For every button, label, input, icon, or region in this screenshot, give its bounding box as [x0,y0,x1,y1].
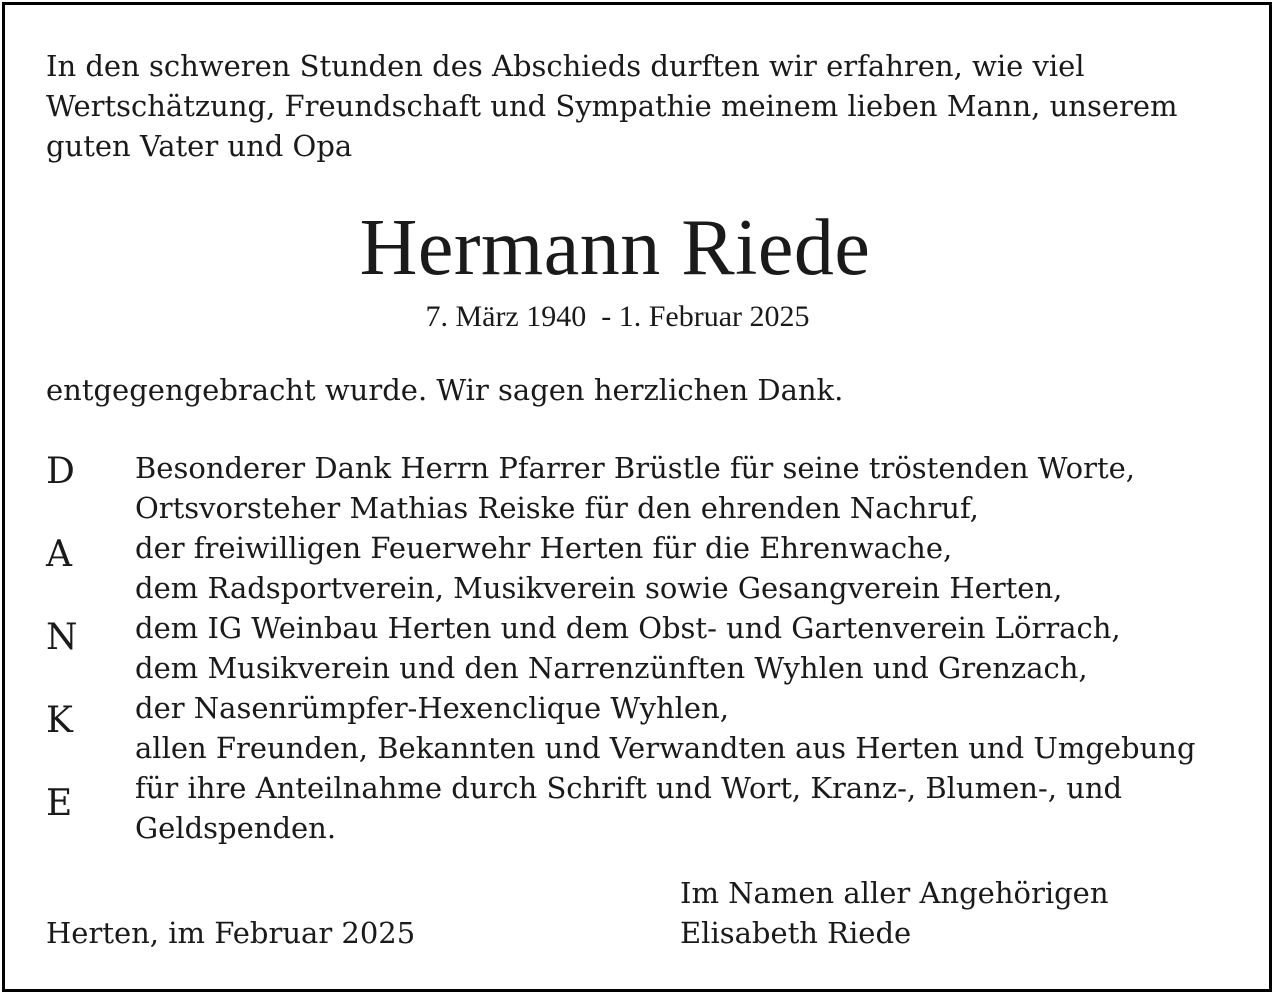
intro-line: guten Vater und Opa [46,129,353,163]
danke-letter-e: E [46,783,73,824]
thanks-line: Besonderer Dank Herrn Pfarrer Brüstle für seine tröstenden Worte, [135,451,1135,485]
thanks-line: der freiwilligen Feuerwehr Herten für die Ehrenwache, [135,531,953,565]
intro-paragraph [46,46,1236,166]
thanks-line: dem Radsportverein, Musikverein sowie Gesangverein Herten, [135,571,1063,605]
danke-letter-k: K [46,700,73,741]
danke-letter-n: N [46,617,78,658]
thanks-line: allen Freunden, Bekannten und Verwandten aus Herten und Umgebung [135,731,1196,765]
intro-line: Wertschätzung, Freundschaft und Sympathie meinem lieben Mann, unserem [46,89,1178,123]
thanks-line: für ihre Anteilnahme durch Schrift und Wort, Kranz-, Blumen-, und [135,771,1123,805]
place-and-date: Herten, im Februar 2025 [46,916,416,950]
signature-block [680,873,1109,953]
thanks-line: Geldspenden. [135,811,337,845]
thanks-line: der Nasenrümpfer-Hexenclique Wyhlen, [135,691,729,725]
thanks-line: dem IG Weinbau Herten und dem Obst- und Gartenverein Lörrach, [135,611,1121,645]
intro-line: In den schweren Stunden des Abschieds durften wir erfahren, wie viel [46,49,1085,83]
signature-line: Im Namen aller Angehörigen [680,876,1109,910]
danke-letter-a: A [46,534,72,575]
life-dates: 7. März 1940 - 1. Februar 2025 [425,300,810,333]
closing-sentence: entgegengebracht wurde. Wir sagen herzlichen Dank. [46,373,844,407]
thanks-line: dem Musikverein und den Narrenzünften Wyhlen und Grenzach, [135,651,1088,685]
deceased-name: Hermann Riede [359,204,871,292]
thanks-paragraph [135,448,1245,848]
danke-letter-d: D [46,451,75,492]
thanks-line: Ortsvorsteher Mathias Reiske für den ehrenden Nachruf, [135,491,979,525]
signature-name: Elisabeth Riede [680,916,912,950]
